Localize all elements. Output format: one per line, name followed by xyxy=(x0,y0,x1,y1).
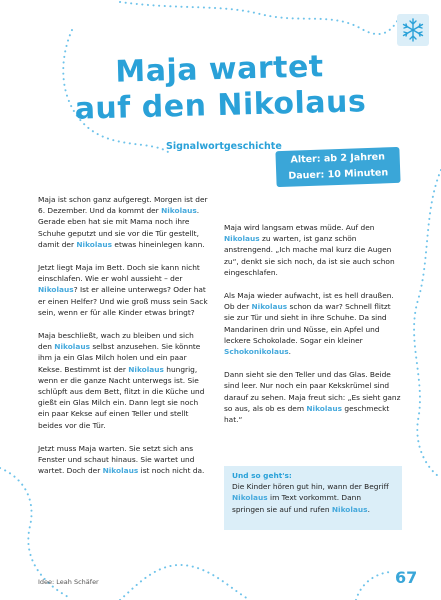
snowflake-icon xyxy=(397,14,429,46)
story-paragraph: Maja ist schon ganz aufgeregt. Morgen ist der 6. Dezember. Und da kommt der Nikolaus. Gerade eben hat sie mit Mama noch ihre Schuhe geputzt und sie vor die Tür gestellt, damit der Nikolaus etwas hineinlegen kann. xyxy=(38,195,208,249)
story-paragraph: Dann sieht sie den Teller und das Glas. Beide sind leer. Nur noch ein paar Kekskrümel sind darauf zu sehen. Maja freut sich: „Es sieht ganz so aus, als ob es dem Nikolaus geschmeckt hat.“ xyxy=(224,370,401,425)
signal-word: Nikolaus xyxy=(331,504,368,514)
instructions-title: Und so geht's: xyxy=(232,471,292,480)
page-number: 67 xyxy=(395,568,418,587)
signal-word: Nikolaus xyxy=(54,342,90,352)
snowflake-badge xyxy=(397,14,429,46)
story-column-left xyxy=(38,194,210,488)
title-line-2: auf den Nikolaus xyxy=(74,84,367,127)
story-paragraph: Als Maja wieder aufwacht, ist es hell draußen. Ob der Nikolaus schon da war? Schnell flitzt sie zur Tür und sieht in ihre Schuhe. Da sind Mandarinen drin und Nüsse, ein Apfel und leckere Schokolade. Sogar ein kleiner Schokonikolaus. xyxy=(224,291,394,357)
signal-word: Nikolaus xyxy=(232,493,268,503)
story-paragraph: Maja beschließt, wach zu bleiben und sich den Nikolaus selbst anzusehen. Sie könnte ihm ja ein Glas Milch holen und ein paar Kekse. Bestimmt ist der Nikolaus hungrig, wenn er die ganze Nacht unterwegs ist. Sie schlüpft aus dem Bett, flitzt in die Küche und gießt ein Glas Milch ein. Dann legt sie noch ein paar Kekse auf einen Teller und stellt beides vor die Tür. xyxy=(38,331,205,430)
instructions-text: Die Kinder hören gut hin, wann der Begriff Nikolaus im Text vorkommt. Dann springen sie auf und rufen Nikolaus. xyxy=(232,482,389,514)
story-paragraph: Jetzt liegt Maja im Bett. Doch sie kann nicht einschlafen. Wie er wohl aussieht – der Nikolaus? Ist er alleine unterwegs? Oder hat er einen Helfer? Und wie groß muss sein Sack sein, wenn er für alle Kinder etwas bringt? xyxy=(38,263,208,317)
duration-label: Dauer: 10 Minuten xyxy=(288,167,389,182)
story-column-right xyxy=(224,222,402,437)
signal-word: Nikolaus xyxy=(102,466,139,476)
page-title xyxy=(59,48,381,128)
story-paragraph: Jetzt muss Maja warten. Sie setzt sich ans Fenster und schaut hinaus. Sie wartet und wartet. Doch der Nikolaus ist noch nicht da. xyxy=(38,443,205,476)
signal-word: Nikolaus xyxy=(306,403,343,413)
instructions-box xyxy=(224,466,402,530)
signal-word: Nikolaus xyxy=(38,285,74,295)
age-duration-badge xyxy=(275,147,400,187)
story-paragraph: Maja wird langsam etwas müde. Auf den Nikolaus zu warten, ist ganz schön anstrengend. „Ich mache mal kurz die Augen zu“, denkt sie sich noch, da ist sie auch schon eingeschlafen. xyxy=(224,223,395,277)
signal-word: Nikolaus xyxy=(76,239,113,249)
title-line-1: Maja wartet xyxy=(114,49,325,90)
age-label: Alter: ab 2 Jahren xyxy=(290,151,386,166)
signal-word: Nikolaus xyxy=(128,364,164,374)
idea-credit: Idee: Leah Schäfer xyxy=(38,578,99,586)
signal-word: Nikolaus xyxy=(161,206,197,216)
signal-word: Nikolaus xyxy=(224,234,260,244)
signal-word: Nikolaus xyxy=(251,302,288,312)
subtitle: Signalwortgeschichte xyxy=(166,141,282,152)
signal-word: Schokonikolaus xyxy=(224,347,289,357)
